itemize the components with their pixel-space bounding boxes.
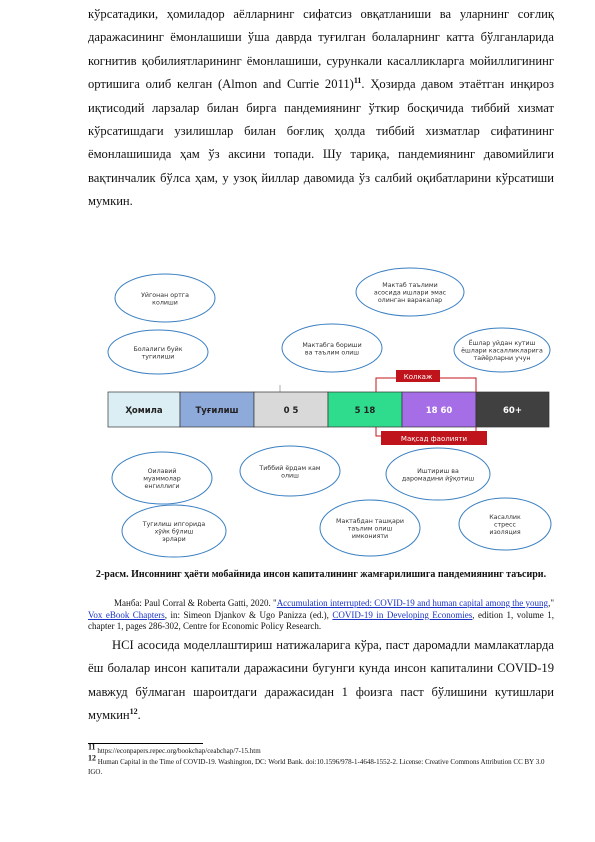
- source-link-chapters[interactable]: Vox eBook Chapters: [88, 609, 165, 620]
- lower-bubble-5-label: Мактабдан ташқари: [336, 518, 404, 525]
- red-label-top: [396, 370, 440, 382]
- upper-bubble-5-label: Ёшлар уйдан кутиш: [468, 340, 536, 347]
- timeline-segment-2: [180, 392, 254, 427]
- timeline-segment-label: Туғилиш: [195, 406, 239, 416]
- source-link-article[interactable]: Accumulation interrupted: COVID-19 and human capital among the young: [276, 598, 549, 608]
- paragraph-1-text-cont: . Ҳозирда давом этаётган инқироз иқтисодий ларзалар билан бирга пандемиянинг ўткир босқичида тиббий хизмат кўрсатишдаги узилишлар билан боғлиқ ҳолда тиббий хизматлар сифатининг ёмонлашишида ҳам ўз аксини топади. Шу тариқа, пандемиянинг давомийлиги вақтинчалик бўлса ҳам, у узоқ йиллар давомида ўз салбий оқибатларини кўрсатиши мумкин.: [88, 77, 554, 209]
- footnote-number: 12: [88, 753, 96, 763]
- source-prefix: Манба: Paul Corral & Roberta Gatti, 2020. ": [114, 598, 277, 608]
- lower-bubble-1-label: муаммолар: [143, 475, 181, 483]
- lower-bubble-3: [386, 448, 490, 500]
- red-label-top-text: Колкаж: [403, 373, 433, 381]
- paragraph-1: [88, 3, 554, 214]
- red-label-bottom-text: Мақсад фаолияти: [400, 435, 468, 443]
- lower-bubble-6-label: Касаллик: [489, 514, 521, 521]
- timeline-segment-label: 18 60: [425, 406, 453, 416]
- lower-bubble-1: [112, 452, 212, 504]
- upper-bubble-2-label: Мактаб таълими: [382, 282, 438, 289]
- lower-bubble-6-label: стресс: [494, 521, 516, 529]
- paragraph-1-text: кўрсатадики, ҳомиладор аёлларнинг сифатсиз овқатланиши ва уларнинг соғлиқ даражасининг ёмонлашиши ўша даврда туғилган болаларнинг катта бўлганларида когнитив қобилиятларининг ёмонлашиши, сурункали касалликларга мойиллигининг ортишига олиб келган (Almon and Currie 2011): [88, 7, 554, 92]
- footnote-11: [88, 742, 554, 757]
- lower-bubble-3-label: даромадини йўқотиш: [401, 475, 475, 483]
- lower-bubble-6: [459, 498, 551, 550]
- paragraph-2-end: .: [137, 708, 141, 723]
- footnote-divider: [88, 743, 203, 744]
- timeline-segment-label: 5 18: [354, 406, 376, 416]
- figure-source: [88, 598, 554, 633]
- timeline-segment-label: Ҳомила: [125, 406, 163, 416]
- upper-bubble-3: [108, 330, 208, 374]
- footnote-ref-12[interactable]: 12: [129, 707, 138, 717]
- timeline-segment-5: [402, 392, 476, 427]
- timeline-segment-label: 0 5: [283, 406, 299, 416]
- upper-bubble-1: [115, 274, 215, 322]
- lower-bubble-4-label: хўйк бўлиш: [154, 528, 194, 536]
- source-mid-2: , in: Simeon Djankov & Ugo Panizza (ed.),: [164, 609, 333, 620]
- lower-bubble-2: [240, 446, 340, 496]
- lower-bubble-5-label: таълим олиш: [347, 525, 393, 533]
- footnote-ref-11[interactable]: 11: [353, 76, 362, 86]
- upper-bubble-5: [454, 328, 550, 372]
- upper-bubble-2: [356, 268, 464, 316]
- lower-bubble-6-label: изоляция: [489, 529, 521, 536]
- timeline-segment-1: [108, 392, 180, 427]
- source-suffix: , edition 1, volume 1, chapter 1, pages 286-302, Centre for Economic Policy Research.: [88, 609, 554, 631]
- lower-bubble-4: [122, 505, 226, 557]
- lower-bubble-3-label: Иштириш ва: [417, 467, 459, 475]
- lower-bubble-4-label: Тугилиш ипгорида: [142, 521, 206, 528]
- lower-bubble-1-label: енгиллиги: [144, 483, 180, 490]
- footnote-number: 11: [88, 742, 96, 752]
- upper-bubble-5-label: ёшлари касалликларига: [461, 347, 543, 355]
- upper-bubble-3-label: Болалиги буйк: [133, 345, 183, 353]
- red-label-bottom: [381, 431, 487, 445]
- upper-bubble-2-label: асосида ишлари эмас: [373, 289, 447, 297]
- upper-bubble-1-label: колиши: [152, 299, 178, 307]
- paragraph-2-text: HCI асосида моделлаштириш натижаларига кўра, паст даромадли мамлакатларда ёш болалар инсон капитали даражасини бугунги кунда инсон капиталини COVID-19 мавжуд бўлмаган шароитдаги даражасидан 1 фоизга паст бўлишини кутишлари мумкин: [88, 638, 554, 723]
- upper-bubble-4: [282, 324, 382, 372]
- timeline-segment-4: [328, 392, 402, 427]
- upper-bubble-4-label: Мактабга бориши: [302, 341, 362, 349]
- lower-bubble-2-label: Тиббий ёрдам кам: [259, 464, 321, 472]
- timeline-segment-6: [476, 392, 549, 427]
- lower-bubble-5-label: имконияти: [351, 533, 389, 540]
- upper-bubble-2-label: олинган варакалар: [377, 297, 443, 304]
- upper-bubble-1-label: Уйгонан ортга: [141, 291, 189, 299]
- figure-caption-title: 2-расм. Инсоннинг ҳаёти мобайнида инсон капиталининг жамғарилишига пандемиянинг таъсири.: [95, 569, 547, 580]
- upper-bubble-3-label: тугилиши: [141, 353, 175, 361]
- lower-bubble-4-label: эрлари: [162, 536, 186, 543]
- lower-bubble-2-label: олиш: [281, 472, 299, 480]
- source-mid-1: ,": [548, 598, 554, 608]
- upper-bubble-4-label: ва таълим олиш: [304, 349, 360, 357]
- lower-bubble-1-label: Оилавий: [147, 468, 177, 475]
- lower-bubble-5: [320, 500, 420, 556]
- footnote-text: Human Capital in the Time of COVID-19. Washington, DC: World Bank. doi:10.1596/978-1-4648-1552-2. License: Creative Commons Attribution CC BY 3.0 IGO.: [88, 758, 545, 776]
- timeline-segment-3: [254, 392, 328, 427]
- source-link-book[interactable]: COVID-19 in Developing Economies: [332, 609, 473, 620]
- upper-bubble-5-label: тайёрларни учун: [473, 355, 531, 362]
- paragraph-2: [88, 634, 554, 728]
- timeline-segment-label: 60+: [503, 406, 522, 416]
- footnote-text: https://econpapers.repec.org/bookchap/ceabchap/7-15.htm: [95, 747, 261, 755]
- figure-diagram: [100, 266, 552, 562]
- footnote-12: [88, 753, 554, 777]
